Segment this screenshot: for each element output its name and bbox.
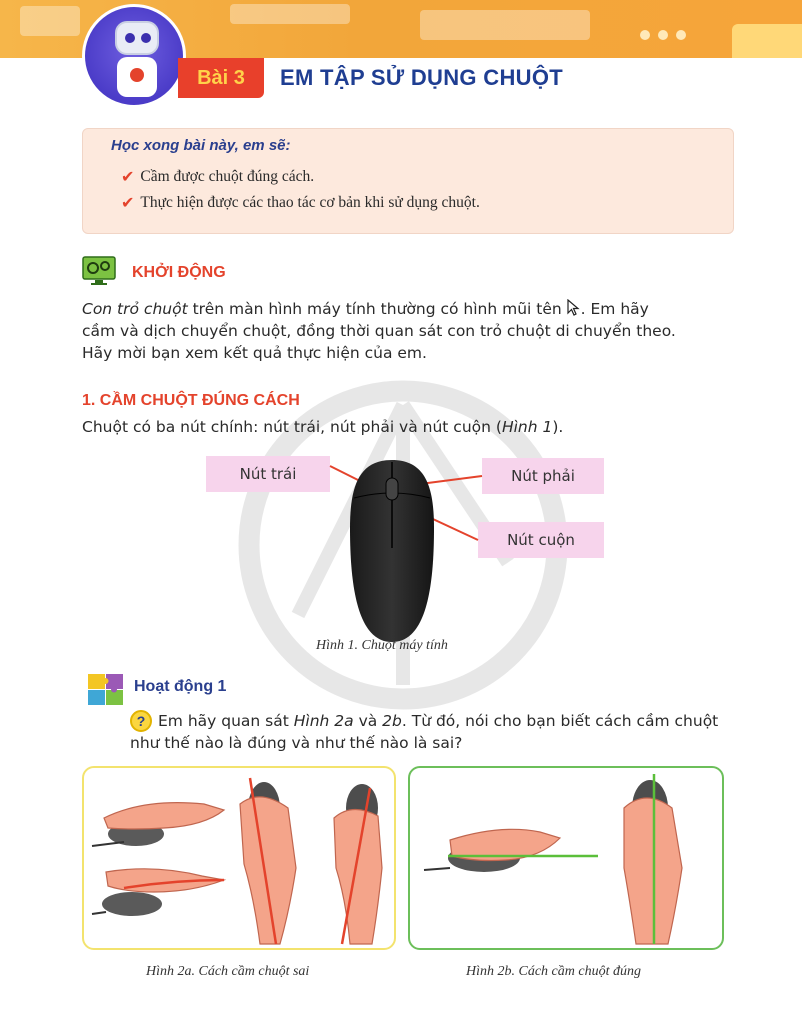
check-icon: ✔ bbox=[121, 167, 135, 186]
objective-item: ✔ Cầm được chuột đúng cách. bbox=[121, 167, 315, 186]
figure-right-grip bbox=[408, 766, 724, 950]
section-intro: Chuột có ba nút chính: nút trái, nút phải và nút cuộn (Hình 1). bbox=[82, 418, 564, 436]
warmup-text: Con trỏ chuột trên màn hình máy tính thường có hình mũi tên . Em hãy cầm và dịch chuyển chuột, đồng thời quan sát con trỏ chuột di chuyển theo. Hãy mời bạn xem kết quả thực hiện của em. bbox=[82, 300, 676, 362]
wrong-grip-illustration bbox=[84, 768, 394, 948]
lesson-title: EM TẬP SỬ DỤNG CHUỘT bbox=[280, 65, 563, 90]
computer-mouse-image bbox=[346, 458, 438, 644]
warmup-title: KHỞI ĐỘNG bbox=[132, 264, 226, 281]
figure-wrong-grip bbox=[82, 766, 396, 950]
question-icon: ? bbox=[130, 710, 152, 732]
puzzle-icon bbox=[86, 672, 126, 708]
activity-question-line2: như thế nào là đúng và như thế nào là sai? bbox=[130, 734, 463, 752]
lesson-number: Bài 3 bbox=[197, 66, 245, 89]
caption-right-grip: Hình 2b. Cách cầm chuột đúng bbox=[466, 964, 641, 979]
figure-caption: Hình 1. Chuột máy tính bbox=[316, 638, 448, 653]
right-grip-illustration bbox=[410, 768, 722, 948]
objective-item: ✔ Thực hiện được các thao tác cơ bản khi sử dụng chuột. bbox=[121, 193, 480, 212]
label-left-button: Nút trái bbox=[206, 456, 330, 492]
activity-title: Hoạt động 1 bbox=[134, 678, 227, 695]
activity-question-line1: Em hãy quan sát Hình 2a và 2b. Từ đó, nói cho bạn biết cách cầm chuột bbox=[158, 712, 719, 730]
caption-wrong-grip: Hình 2a. Cách cầm chuột sai bbox=[146, 964, 310, 979]
section-heading: 1. CẦM CHUỘT ĐÚNG CÁCH bbox=[82, 392, 300, 409]
check-icon: ✔ bbox=[121, 193, 135, 212]
label-right-button: Nút phải bbox=[482, 458, 604, 494]
label-scroll-button: Nút cuộn bbox=[478, 522, 604, 558]
objectives-heading: Học xong bài này, em sẽ: bbox=[111, 137, 291, 154]
